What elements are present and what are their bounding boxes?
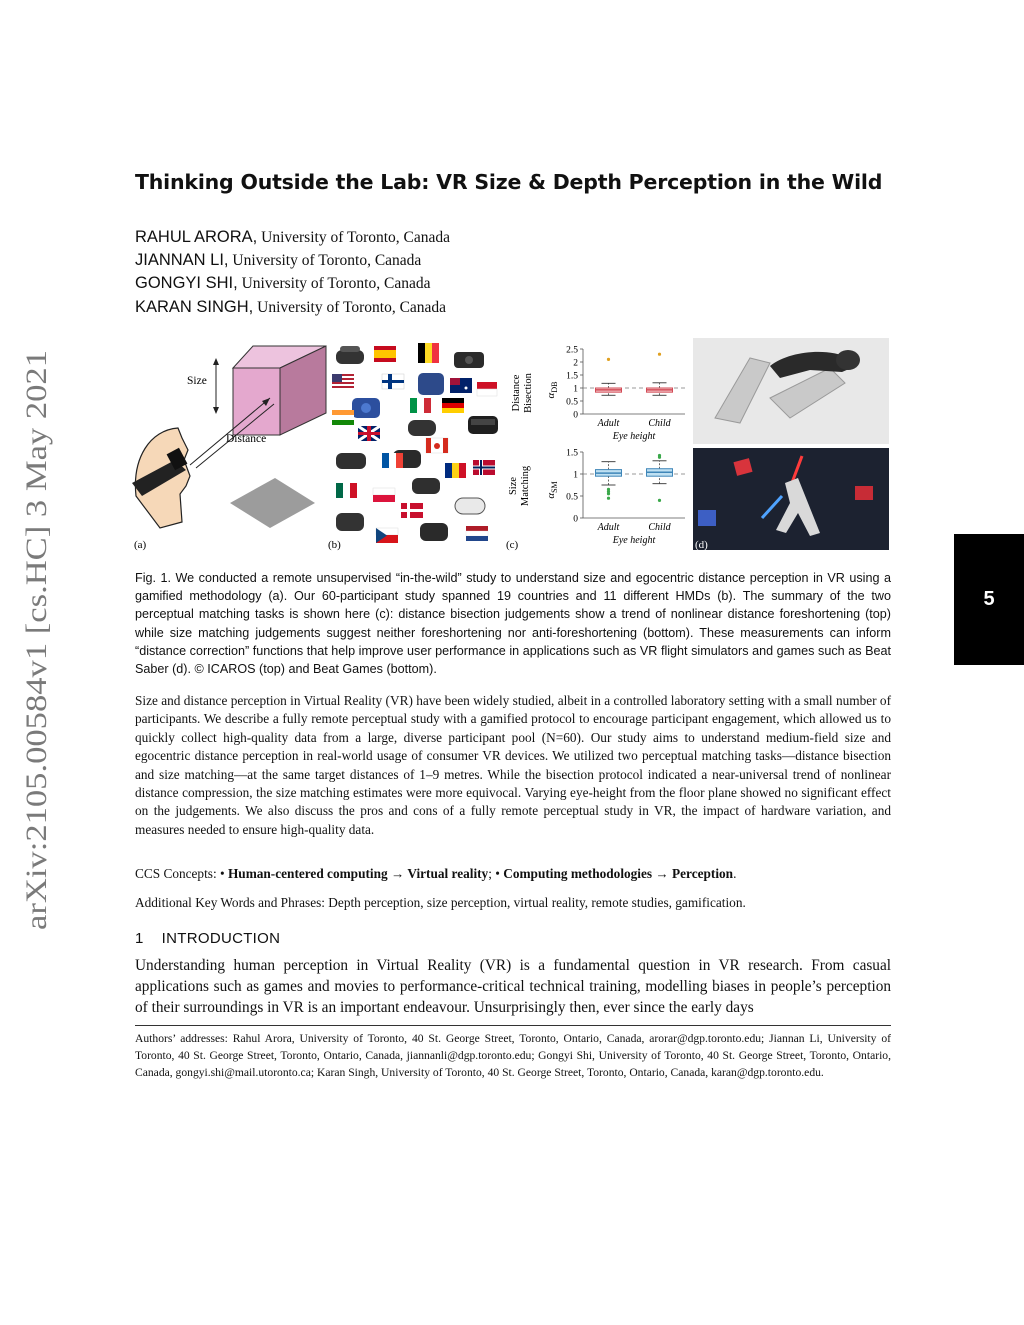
flag-denmark-icon [401,503,423,518]
db-x-axis-label: Eye height [612,431,656,442]
db-y-tick-label: 0 [573,410,578,421]
top-ylabel-sub: DB [550,381,559,393]
page-number-tab [954,534,1024,665]
floor-plane [230,478,315,528]
sm-y-tick-label: 1.5 [566,448,578,459]
figure-caption: Fig. 1. We conducted a remote unsupervised “in-the-wild” study to understand size and egocentric distance perception in VR using a gamified methodology (a). Our 60-participant study spanned 19 countries and 11 different HMDs (b). The summary of the two perceptual matching tasks is shown here (c): distance bisection judgements show a trend of nonlinear distance foreshortening (top) while size matching judgements suggest neither foreshortening nor anti-foreshortening (bottom). These measurements can inform “distance correction” functions that help improve user performance in applications such as VR flight simulators and games such as Beat Saber (d). © ICAROS (top) and Beat Games (bottom). [135,571,891,677]
distance-bisection-chart [566,346,685,443]
ccs-end: . [733,866,737,881]
flag-netherlands-icon [466,526,488,541]
footnote-rule [135,1025,891,1026]
headset-icon [336,346,364,364]
author-name: KARAN SINGH, [135,297,254,316]
ccs-concepts [135,864,891,883]
sm-category-label: Child [648,522,671,533]
db-outlier [607,358,610,361]
db-y-tick-label: 1 [573,384,578,395]
sm-outlier [607,497,610,500]
panel-a-label: (a) [134,539,147,551]
top-chart-title-line1: Distance [511,374,522,412]
author-line [135,272,835,295]
flag-france-icon [382,453,403,468]
flag-canada-icon [426,438,448,453]
sm-category-label: Adult [597,522,620,533]
panel-c [506,346,685,552]
flag-finland-icon [382,374,404,389]
section-number: 1 [135,930,144,947]
flag-czech-icon [376,528,398,543]
flag-poland-icon [373,488,395,502]
db-y-tick-label: 0.5 [566,397,578,408]
arxiv-stamp [8,345,58,935]
arxiv-id: arXiv:2105.00584v1 [cs.HC] 3 May 2021 [20,426,53,930]
flag-germany-icon [442,398,464,413]
section-heading [135,930,280,947]
headset-icon [352,398,380,418]
section-title: INTRODUCTION [161,930,281,947]
top-chart-ylabel [545,382,559,399]
keywords: Additional Key Words and Phrases: Depth perception, size perception, virtual reality, remote studies, gamification. [135,895,746,910]
db-y-tick-label: 2 [573,358,578,369]
author-name: RAHUL ARORA, [135,228,258,246]
bottom-chart-title-line1: Size [508,476,519,496]
page-number: 5 [983,588,995,610]
flag-india-icon [332,410,354,425]
db-y-tick-label: 2.5 [566,345,578,356]
size-label: Size [187,375,207,387]
sm-y-tick-label: 1 [573,470,578,481]
rider-head [836,350,860,370]
db-category-label: Child [648,418,671,429]
panel-b [328,343,498,551]
saber-cube-blue [698,510,716,526]
bottom-ylabel-sub: SM [550,481,559,493]
headset-icon [418,373,444,395]
flag-australia-icon [450,378,472,393]
saber-cube-red-2 [855,486,873,500]
panel-d [693,338,889,551]
author-line [135,296,835,319]
flag-italy-icon [410,398,431,413]
bottom-chart-ylabel [545,481,559,498]
flag-spain-icon [374,346,396,362]
headset-icon [454,352,484,368]
headset-icon [408,420,436,436]
flag-belgium-icon [418,343,439,363]
size-arrow-head-top [213,358,219,365]
sm-outlier [658,454,661,457]
panel-a [132,346,326,551]
size-arrow-head-bottom [213,407,219,414]
author-affiliation: University of Toronto, Canada [257,229,451,246]
bottom-ylabel-alpha: α [545,492,557,499]
ccs-concept-1: Human-centered computing → Virtual reality [227,866,489,881]
db-outlier [658,353,661,356]
author-list [135,226,835,319]
headset-icon [412,478,440,494]
sm-y-tick-label: 0 [573,514,578,525]
headset-icon [455,498,485,514]
panel-c-label: (c) [506,539,519,551]
top-chart-title-line2: Bisection [523,373,534,413]
author-addresses-footnote: Authors’ addresses: Rahul Arora, University of Toronto, 40 St. George Street, Toronto, Ontario, Canada, arorar@dgp.toronto.edu; Jiannan Li, University of Toronto, 40 St. George Street, Toronto, Ontario, Canada, jiannanli@dgp.toronto.edu; Gongyi Shi, University of Toronto, 40 St. George Street, Toronto, Ontario, Canada, gongyi.shi@mail.utoronto.ca; Karan Singh, University of Toronto, 40 St. George Street, Toronto, Ontario, Canada, karan@dgp.toronto.edu. [135,1032,891,1080]
author-affiliation: University of Toronto, Canada [237,275,431,293]
author-line [135,226,835,249]
flag-indonesia-icon [477,382,497,396]
cube-front-face [233,368,280,435]
sm-y-tick-label: 0.5 [566,492,578,503]
author-affiliation: University of Toronto, Canada [253,298,447,316]
abstract: Size and distance perception in Virtual Reality (VR) have been widely studied, albeit in a controlled laboratory setting with a small number of participants. We describe a fully remote perceptual study with a gamified protocol to encourage participant engagement, which allowed us to quickly collect high-quality data from a large, diverse participant pool (N=60). Our study aims to understand medium-field size and egocentric distance perception in real-world usage of consumer VR devices. We utilized two perceptual matching tasks—distance bisection and size matching—at the same target distances of 1–9 metres. While the bisection protocol indicated a near-universal trend of nonlinear distance compression, the size matching estimates were more equivocal. Varying eye-height from the floor plane showed no significant effect on the judgements. We also discuss the pros and cons of a fully remote perceptual study in VR, the impact of hardware variation, and measures needed to ensure high-quality data. [135,693,891,837]
headset-icon [336,453,366,469]
headset-icon [336,513,364,531]
headset-icon [420,523,448,541]
headset-icon [468,416,498,434]
db-category-label: Adult [597,418,620,429]
flag-mexico-icon [336,483,357,498]
author-line [135,249,835,272]
ccs-prefix: CCS Concepts: • [135,866,228,881]
ccs-separator: ; • [488,866,504,881]
flag-usa-icon [332,374,354,389]
paper-title: Thinking Outside the Lab: VR Size & Depth Perception in the Wild [135,170,883,194]
panel-b-label: (b) [328,539,341,551]
panel-d-label: (d) [695,539,708,551]
db-y-tick-label: 1.5 [566,371,578,382]
flag-uk-icon [358,426,380,441]
author-name: GONGYI SHI, [135,274,238,293]
top-ylabel-alpha: α [545,392,557,399]
sm-outlier [658,499,661,502]
distance-label: Distance [226,433,267,445]
bottom-chart-title-line2: Matching [520,465,531,507]
sm-outlier [607,488,610,491]
size-matching-chart [566,449,685,547]
ccs-concept-2: Computing methodologies → Perception [503,866,734,881]
flag-romania-icon [445,463,466,478]
author-name: JIANNAN LI, [135,251,229,270]
intro-paragraph: Understanding human perception in Virtual Reality (VR) is a fundamental question in VR research. From casual applications such as games and movies to performance-critical technical training, modelling biases in people’s perception of their surroundings in VR is an important endeavour. Unsurprisingly then, ever since the early days [135,957,891,1016]
flag-norway-icon [473,460,495,475]
sm-x-axis-label: Eye height [612,535,656,546]
author-affiliation: University of Toronto, Canada [228,252,422,270]
figure-1 [130,338,892,556]
